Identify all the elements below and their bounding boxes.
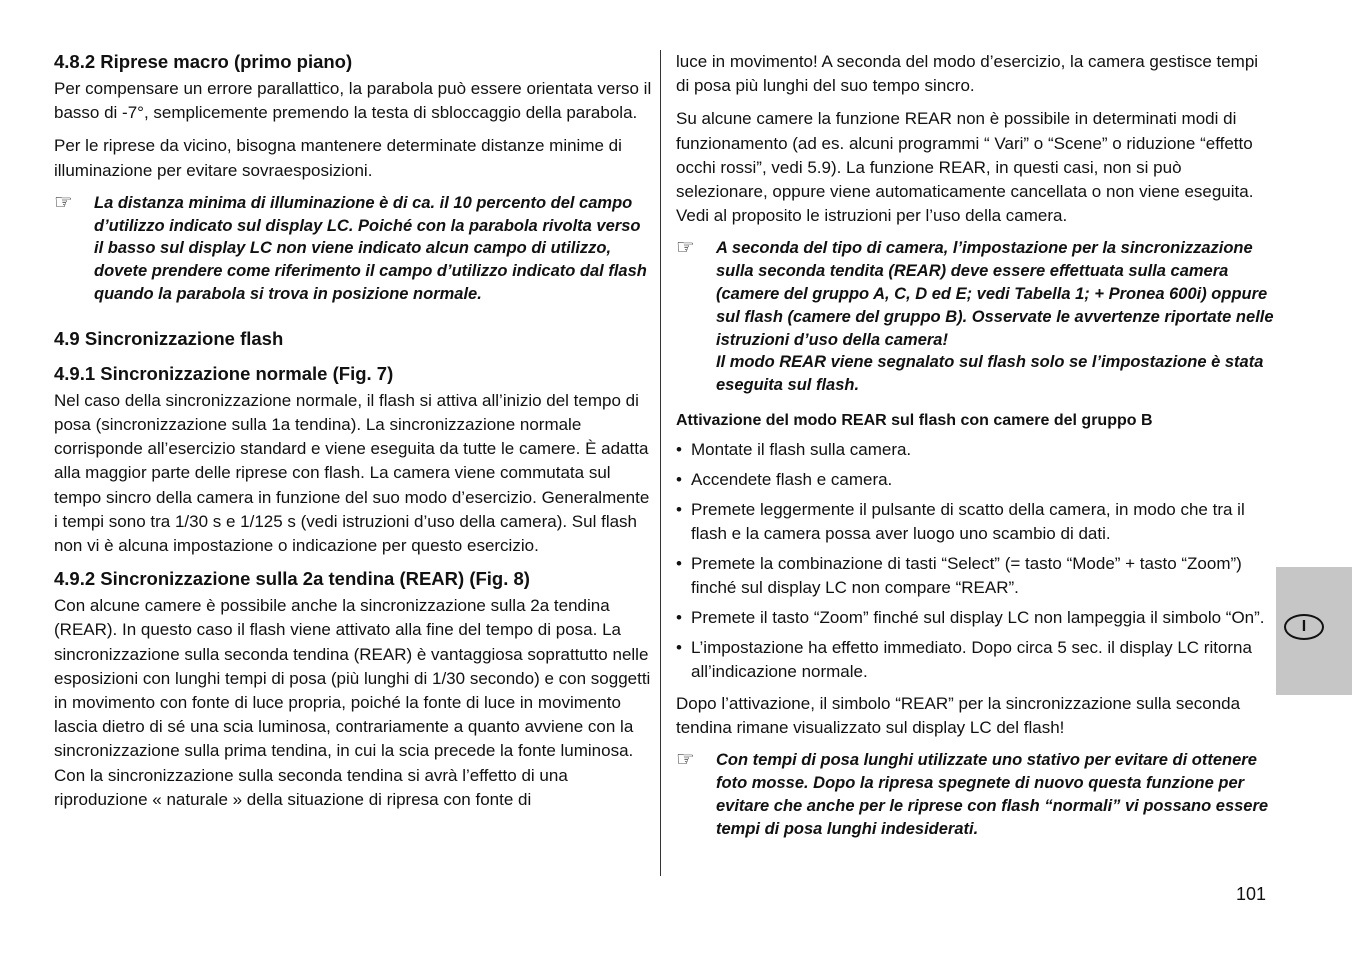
pointing-hand-icon: ☞ [676,748,695,772]
list-item: • Accendete flash e camera. [676,468,1276,492]
list-item: • L’impostazione ha effetto immediato. Dopo circa 5 sec. il display LC ritorna all’indicazione normale. [676,638,1252,681]
language-tab [1276,567,1352,695]
paragraph: Dopo l’attivazione, il simbolo “REAR” per la sincronizzazione sulla seconda tendina rimane visualizzato sul display LC del flash! [676,694,1241,738]
pointing-hand-icon: ☞ [54,190,73,214]
bullet: • [676,608,682,627]
bullet: • [676,470,682,489]
page-number: 101 [1236,884,1267,904]
paragraph: Per compensare un errore parallattico, la parabola può essere orientata verso il basso di -7°, semplicemente premendo la testa di sbloccaggio della parabola. [54,79,652,123]
left-column [54,50,654,821]
language-label: I [1301,618,1307,635]
paragraph: luce in movimento! A seconda del modo d’esercizio, la camera gestisce tempi di posa più lunghi del suo tempo sincro. [676,52,1259,96]
section-4-9-2-title: 4.9.2 Sincronizzazione sulla 2a tendina (REAR) (Fig. 8) [54,568,530,590]
bullet: • [676,638,682,657]
note-text: Con tempi di posa lunghi utilizzate uno stativo per evitare di ottenere foto mosse. Dopo la ripresa spegnete di nuovo questa funzione per evitare che anche per le riprese con flash “normali” vi possano essere tempi di posa lunghi indesiderati. [716,751,1269,838]
bullet: • [676,500,682,519]
list-item: • Premete leggermente il pulsante di scatto della camera, in modo che tra il flash e la camera possa aver luogo uno scambio di dati. [676,500,1245,543]
note-block [676,237,1276,397]
paragraph: Nel caso della sincronizzazione normale, il flash si attiva all’inizio del tempo di posa (sincronizzazione sulla 1a tendina). La sincronizzazione normale corrisponde all’esercizio standard e viene eseguita da tutte le camere. È adatta alla maggior parte delle riprese con flash. La camera viene commutata sul tempo sincro della camera in funzione del suo modo d’esercizio. Generalmente i tempi sono tra 1/30 s e 1/125 s (vedi istruzioni d’uso della camera). Sul flash non vi è alcuna impostazione o indicazione per questo esercizio. [54,390,650,556]
note-block [676,749,1276,840]
paragraph: Per le riprese da vicino, bisogna mantenere determinate distanze minime di illuminazione per evitare sovraesposizioni. [54,136,622,180]
subsection-title: Attivazione del modo REAR sul flash con camere del gruppo B [676,412,1153,429]
note-text: Il modo REAR viene segnalato sul flash solo se l’impostazione è stata eseguita sul flash. [716,353,1264,395]
list-item: • Premete il tasto “Zoom” finché sul display LC non lampeggia il simbolo “On”. [676,606,1276,630]
language-badge [1284,614,1324,640]
steps-list [676,438,1276,684]
section-4-8-2-title: 4.8.2 Riprese macro (primo piano) [54,51,353,72]
pointing-hand-icon: ☞ [676,236,695,260]
paragraph: Con alcune camere è possibile anche la sincronizzazione sulla 2a tendina (REAR). In questo caso il flash viene attivato alla fine del tempo di posa. La sincronizzazione sulla seconda tendina (REAR) è vantaggiosa soprattutto nelle esposizioni con lunghi tempi di posa (più lunghi di 1/30 secondo) e con soggetti in movimento con fonte di luce propria, poiché la fonte di luce in movimento lascia dietro di sé una scia luminosa, contrariamente a quanto avviene con la sincronizzazione sulla prima tendina, in cui la scia precede la fonte luminosa. Con la sincronizzazione sulla seconda tendina si avrà l’effetto di una riproduzione « naturale » della situazione di ripresa con fonte di [54,596,651,809]
note-block [54,192,654,306]
right-column [676,50,1276,850]
note-text: La distanza minima di illuminazione è di ca. il 10 percento del campo d’utilizzo indicato sul display LC. Poiché con la parabola rivolta verso il basso sul display LC non viene indicato alcun campo di utilizzo, dovete prendere come riferimento il campo d’utilizzo indicato dal flash quando la parabola si trova in posizione normale. [94,193,647,303]
section-4-9-title: 4.9 Sincronizzazione flash [54,327,284,349]
paragraph: Su alcune camere la funzione REAR non è possibile in determinati modi di funzionamento (ad es. alcuni programmi “ Vari” o “Scene” o riduzione “effetto occhi rossi”, vedi 5.9). La funzione REAR, in questi casi, non si può selezionare, oppure viene automaticamente cancellata o non viene eseguita. Vedi al proposito le istruzioni per l’uso della camera. [676,109,1254,226]
column-divider [660,50,661,876]
list-item: • Premete la combinazione di tasti “Select” (= tasto “Mode” + tasto “Zoom”) finché sul display LC non compare “REAR”. [676,554,1242,597]
list-item: • Montate il flash sulla camera. [676,438,1276,462]
section-4-9-1-title: 4.9.1 Sincronizzazione normale (Fig. 7) [54,362,394,384]
note-text: A seconda del tipo di camera, l’impostazione per la sincronizzazione sulla seconda tendita (REAR) deve essere effettuata sulla camera (camere del gruppo A, C, D ed E; vedi Tabella 1; + Pronea 600i) oppure sul flash (camere del gruppo B). Osservate le avvertenze riportate nelle istruzioni d’uso della camera! [716,239,1274,349]
bullet: • [676,554,682,573]
bullet: • [676,440,682,459]
